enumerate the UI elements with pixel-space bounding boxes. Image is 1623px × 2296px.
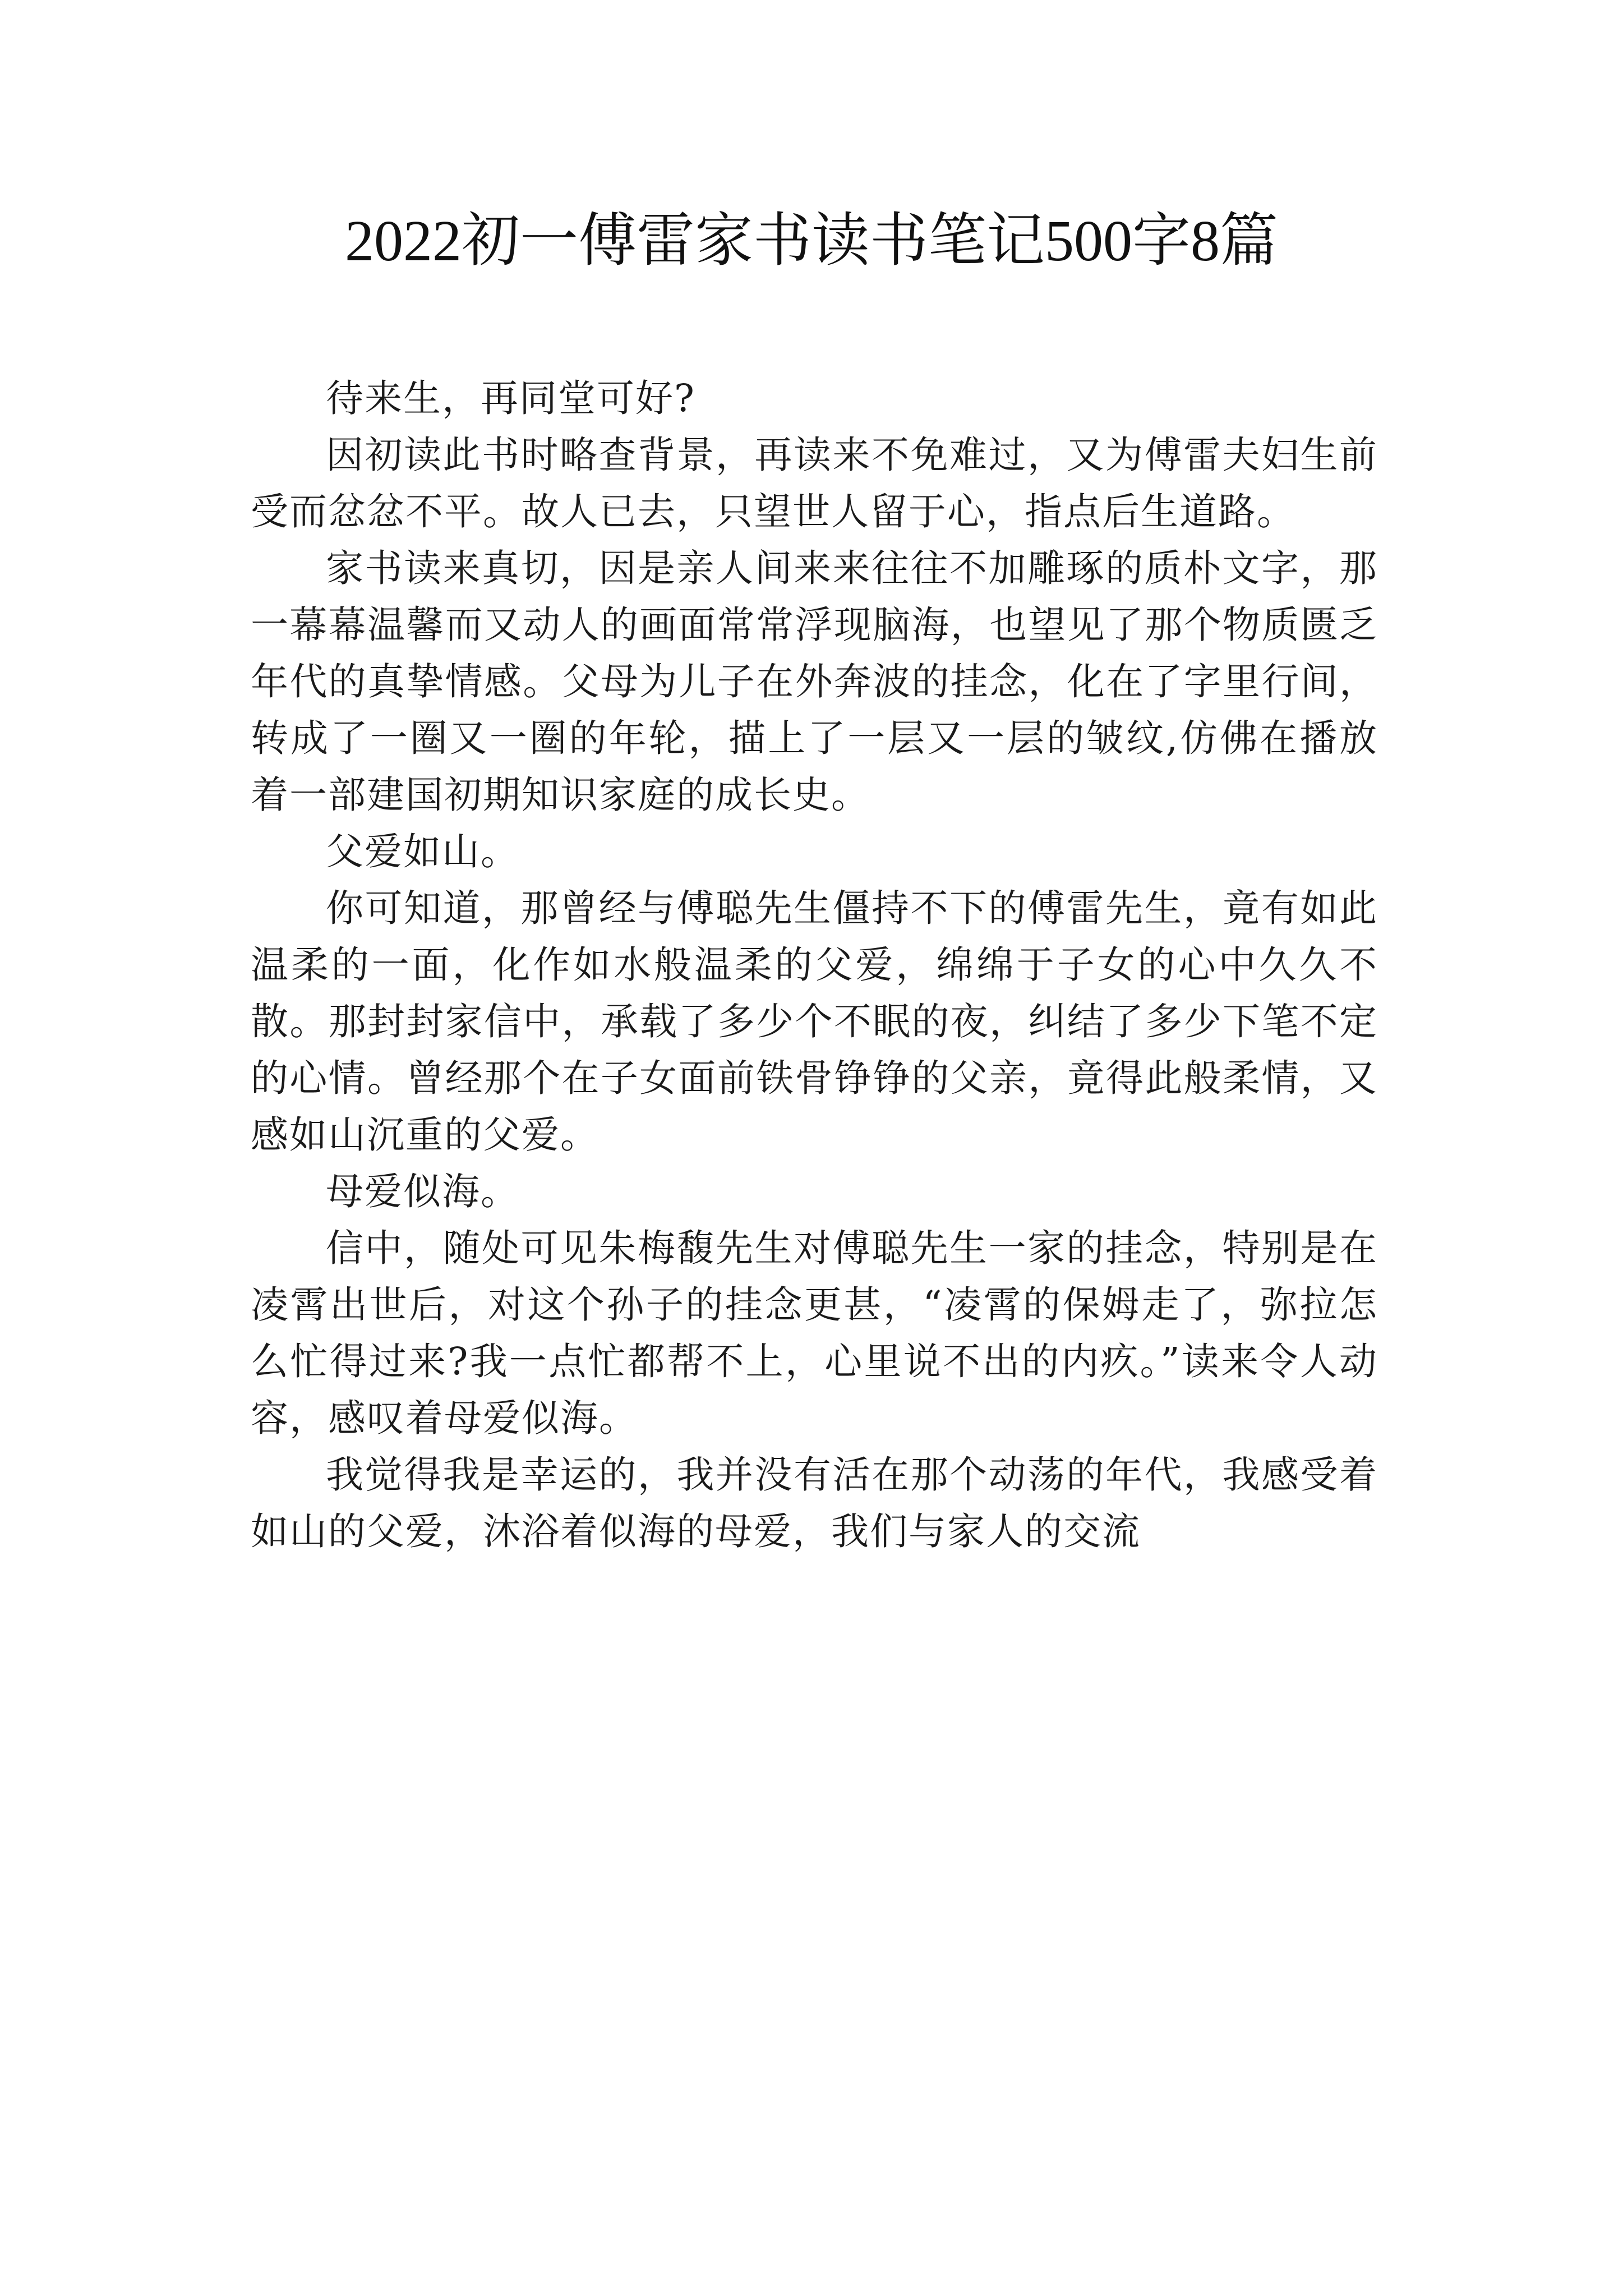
document-title: 2022初一傅雷家书读书笔记500字8篇: [344, 209, 1278, 273]
paragraph: 父爱如山。: [326, 830, 519, 873]
document-body: [251, 370, 1378, 1560]
paragraph: 我觉得我是幸运的，我并没有活在那个动荡的年代，我感受着如山的父爱，沐浴着似海的母爱，我们与家人的交流: [251, 1453, 1378, 1553]
paragraph: 信中，随处可见朱梅馥先生对傅聪先生一家的挂念，特别是在凌霄出世后，对这个孙子的挂念更甚，“凌霄的保姆走了，弥拉怎么忙得过来?我一点忙都帮不上，心里说不出的内疚。”读来令人动容，感叹着母爱似海。: [251, 1226, 1378, 1440]
paragraph: 家书读来真切，因是亲人间来来往往不加雕琢的质朴文字，那一幕幕温馨而又动人的画面常常浮现脑海，也望见了那个物质匮乏年代的真挚情感。父母为儿子在外奔波的挂念，化在了字里行间，转成了一圈又一圈的年轮，描上了一层又一层的皱纹,仿佛在播放着一部建国初期知识家庭的成长史。: [251, 546, 1378, 817]
paragraph: 母爱似海。: [326, 1170, 519, 1213]
paragraph: 你可知道，那曾经与傅聪先生僵持不下的傅雷先生，竟有如此温柔的一面，化作如水般温柔的父爱，绵绵于子女的心中久久不散。那封封家信中，承载了多少个不眠的夜，纠结了多少下笔不定的心情。曾经那个在子女面前铁骨铮铮的父亲，竟得此般柔情，又感如山沉重的父爱。: [251, 886, 1378, 1157]
paragraph: 因初读此书时略查背景，再读来不免难过，又为傅雷夫妇生前受而忿忿不平。故人已去，只望世人留于心，指点后生道路。: [251, 433, 1378, 533]
paragraph: 待来生，再同堂可好?: [326, 376, 695, 420]
